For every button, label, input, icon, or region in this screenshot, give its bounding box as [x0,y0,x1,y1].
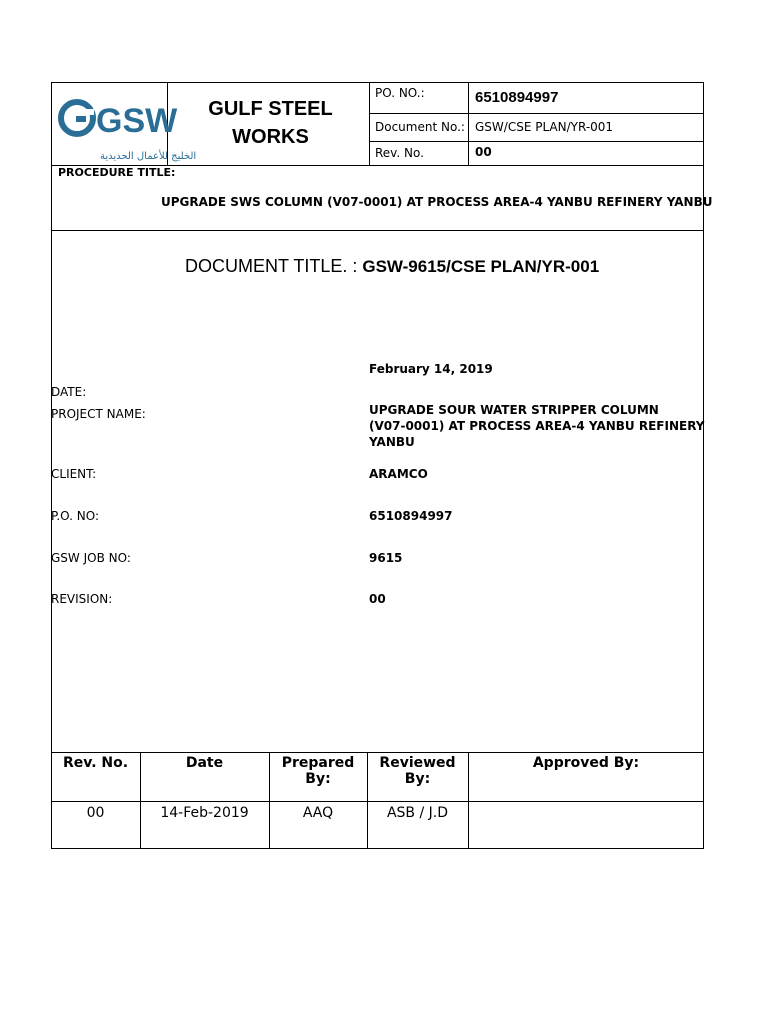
table-header-reviewed-by: Reviewed By: [379,755,456,787]
po-value: 6510894997 [475,89,559,106]
rev-label: Rev. No. [375,146,424,160]
table-cell-reviewed-by: ASB / J.D [386,805,449,821]
project-name-line3: YANBU [369,435,415,449]
procedure-title: UPGRADE SWS COLUMN (V07-0001) AT PROCESS AREA-4 YANBU REFINERY YANBU [161,195,713,209]
divider [51,752,704,753]
client-label: CLIENT: [51,467,97,481]
document-title [185,256,599,277]
company-name-line1: GULF STEEL [208,98,333,120]
revision-label: REVISION: [51,592,113,606]
po-label: PO. NO.: [375,86,425,100]
divider [369,113,704,114]
company-name [168,95,373,151]
rev-value: 00 [475,145,492,159]
document-title-prefix: DOCUMENT TITLE. : [185,256,363,276]
table-cell-prepared-by: AAQ [302,805,334,821]
table-header-prepared-by: Prepared By: [281,755,355,787]
divider [51,801,704,802]
job-no-value: 9615 [369,551,403,565]
project-name-line1: UPGRADE SOUR WATER STRIPPER COLUMN [369,403,659,417]
procedure-title-label: PROCEDURE TITLE: [58,166,176,179]
table-cell-rev-no: 00 [86,805,105,821]
logo-arabic-text: الخليج للأعمال الحديدية [100,151,197,162]
po-no-value: 6510894997 [369,509,453,523]
table-header-approved-by: Approved By: [532,755,640,771]
table-header-date: Date [185,755,224,771]
divider [369,141,704,142]
company-logo [60,85,197,163]
date-label: DATE: [51,385,87,399]
logo-text: GSW [96,102,178,140]
project-name-line2: (V07-0001) AT PROCESS AREA-4 YANBU REFINERY [369,419,705,433]
client-value: ARAMCO [369,467,428,481]
company-name-line2: WORKS [232,126,309,148]
revision-value: 00 [369,592,386,606]
date-value: February 14, 2019 [369,362,493,376]
doc-no-label: Document No.: [375,120,465,134]
job-no-label: GSW JOB NO: [51,551,131,565]
doc-no-value: GSW/CSE PLAN/YR-001 [475,120,614,134]
table-header-rev-no: Rev. No. [62,755,129,771]
document-title-value: GSW-9615/CSE PLAN/YR-001 [362,257,600,276]
table-cell-date: 14-Feb-2019 [160,805,249,821]
project-name-label: PROJECT NAME: [51,407,146,421]
divider [468,82,469,165]
divider [51,230,704,231]
po-no-label: P.O. NO: [51,509,100,523]
